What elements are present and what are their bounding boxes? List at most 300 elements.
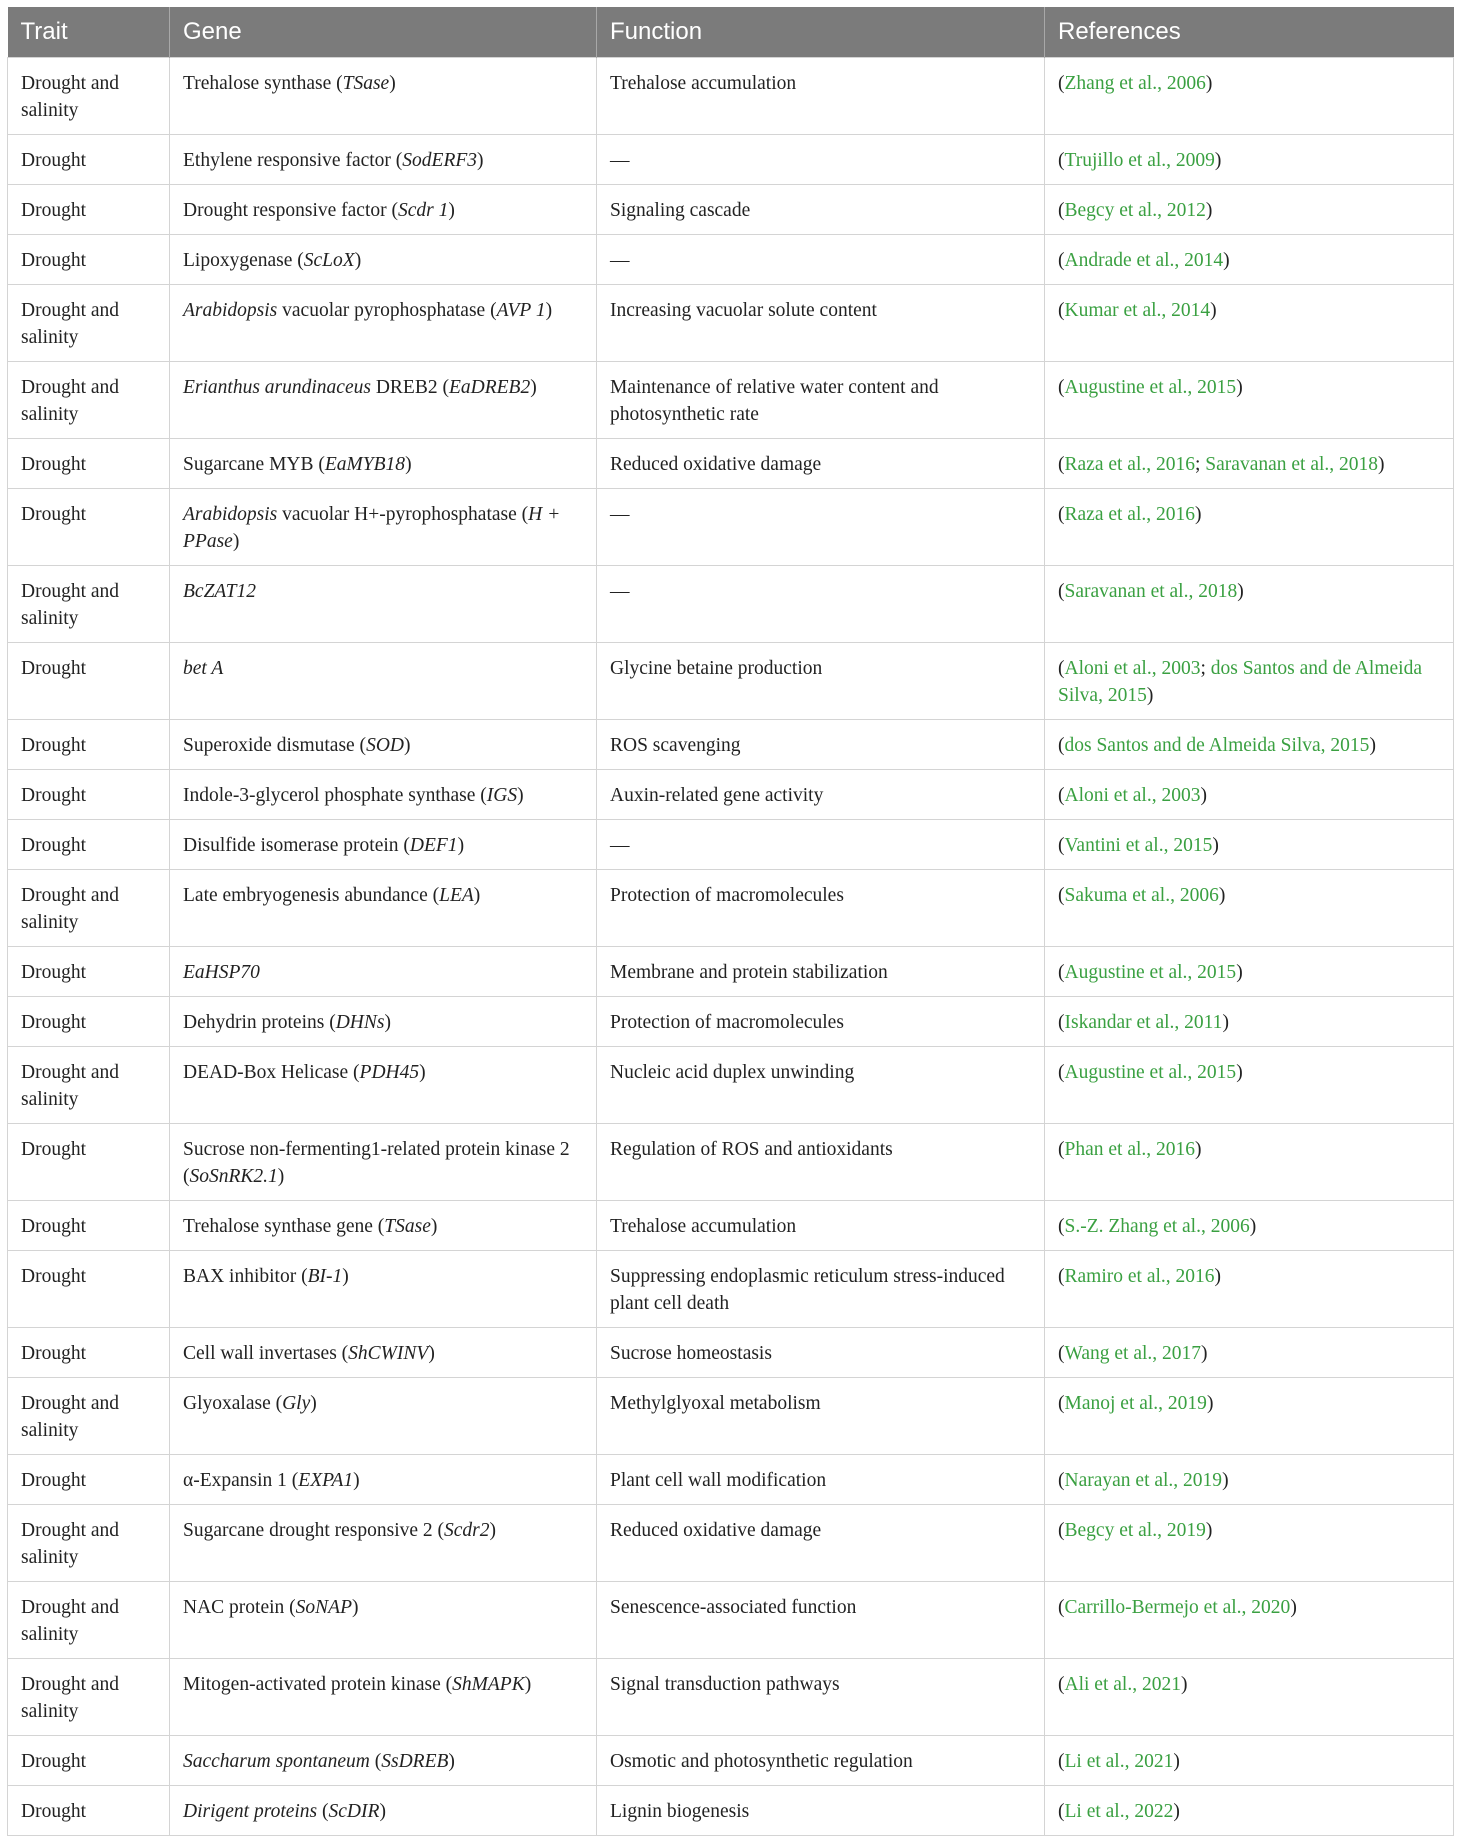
gene-italic: LEA — [439, 885, 474, 906]
table-row — [8, 1047, 1454, 1124]
gene-text: Drought responsive factor ( — [183, 200, 398, 221]
gene-text: DEAD-Box Helicase ( — [183, 1062, 360, 1083]
gene-cell — [170, 489, 597, 566]
trait-cell: Drought — [8, 770, 170, 820]
open-paren: ( — [1058, 1520, 1065, 1541]
gene-text: ( — [317, 1801, 329, 1822]
trait-cell: Drought and salinity — [8, 566, 170, 643]
reference-cell — [1045, 1786, 1454, 1836]
close-paren: ) — [1369, 735, 1376, 756]
gene-cell — [170, 1455, 597, 1505]
gene-text: ) — [530, 377, 537, 398]
gene-italic: Arabidopsis — [183, 504, 278, 525]
table-row — [8, 489, 1454, 566]
reference-link[interactable]: Trujillo et al., 2009 — [1064, 150, 1215, 171]
gene-text: ) — [310, 1393, 317, 1414]
gene-text: ) — [403, 735, 411, 756]
table-row — [8, 1378, 1454, 1455]
table-row — [8, 1786, 1454, 1836]
function-cell: Signal transduction pathways — [597, 1659, 1045, 1736]
gene-text: ) — [379, 1801, 386, 1822]
gene-text: ) — [489, 1520, 497, 1541]
open-paren: ( — [1058, 300, 1065, 321]
reference-cell — [1045, 1251, 1454, 1328]
trait-cell: Drought — [8, 1251, 170, 1328]
gene-italic: ShCWINV — [348, 1343, 429, 1364]
function-cell: Reduced oxidative damage — [597, 439, 1045, 489]
reference-cell — [1045, 58, 1454, 135]
function-cell: Reduced oxidative damage — [597, 1505, 1045, 1582]
gene-text: Sucrose non-fermenting1-related protein kinase 2 ( — [183, 1139, 570, 1187]
reference-cell — [1045, 770, 1454, 820]
open-paren: ( — [1058, 1393, 1065, 1414]
table-row — [8, 135, 1454, 185]
close-paren: ) — [1205, 200, 1213, 221]
reference-cell — [1045, 235, 1454, 285]
reference-cell — [1045, 1455, 1454, 1505]
gene-cell — [170, 1328, 597, 1378]
gene-italic: bet A — [183, 658, 224, 679]
gene-text: Trehalose synthase ( — [183, 73, 343, 94]
reference-link[interactable]: Raza et al., 2016 — [1064, 504, 1195, 525]
open-paren: ( — [1058, 1012, 1065, 1033]
reference-cell — [1045, 489, 1454, 566]
gene-cell — [170, 566, 597, 643]
function-cell: — — [597, 235, 1045, 285]
gene-text: ) — [384, 1012, 391, 1033]
close-paren: ) — [1236, 962, 1243, 983]
function-cell: Trehalose accumulation — [597, 58, 1045, 135]
gene-text: ) — [354, 250, 362, 271]
reference-link[interactable]: Augustine et al., 2015 — [1064, 962, 1237, 983]
open-paren: ( — [1058, 962, 1065, 983]
gene-text: ) — [448, 1751, 455, 1772]
open-paren: ( — [1058, 785, 1065, 806]
gene-italic: BI-1 — [307, 1266, 343, 1287]
close-paren: ) — [1210, 300, 1217, 321]
gene-italic: H + PPase — [183, 504, 561, 552]
open-paren: ( — [1058, 1801, 1065, 1822]
reference-link[interactable]: Ali et al., 2021 — [1064, 1674, 1181, 1695]
gene-cell — [170, 135, 597, 185]
table-row — [8, 770, 1454, 820]
function-cell: Increasing vacuolar solute content — [597, 285, 1045, 362]
table-body — [8, 58, 1454, 1836]
trait-cell: Drought and salinity — [8, 1582, 170, 1659]
table-row — [8, 643, 1454, 720]
gene-cell — [170, 1201, 597, 1251]
gene-italic: Scdr2 — [444, 1520, 490, 1541]
gene-text: vacuolar pyrophosphatase ( — [277, 300, 497, 321]
gene-text: ) — [524, 1674, 532, 1695]
reference-link[interactable]: Zhang et al., 2006 — [1064, 73, 1206, 94]
reference-cell — [1045, 720, 1454, 770]
gene-italic: EXPA1 — [298, 1470, 354, 1491]
close-paren: ) — [1236, 377, 1243, 398]
reference-link[interactable]: dos Santos and de Almeida Silva, 2015 — [1064, 735, 1370, 756]
reference-link[interactable]: Phan et al., 2016 — [1064, 1139, 1196, 1160]
gene-text: Lipoxygenase ( — [183, 250, 304, 271]
gene-text: Cell wall invertases ( — [183, 1343, 349, 1364]
table-row — [8, 720, 1454, 770]
gene-text: ) — [277, 1166, 285, 1187]
function-cell: Nucleic acid duplex unwinding — [597, 1047, 1045, 1124]
trait-cell: Drought — [8, 489, 170, 566]
reference-cell — [1045, 566, 1454, 643]
open-paren: ( — [1058, 581, 1065, 602]
gene-italic: DHNs — [335, 1012, 385, 1033]
gene-text: Mitogen-activated protein kinase ( — [183, 1674, 453, 1695]
open-paren: ( — [1058, 150, 1065, 171]
gene-cell — [170, 643, 597, 720]
table-row — [8, 870, 1454, 947]
reference-cell — [1045, 362, 1454, 439]
reference-cell — [1045, 1736, 1454, 1786]
gene-italic: ScLoX — [303, 250, 355, 271]
gene-italic: Erianthus arundinaceus — [183, 377, 371, 398]
function-cell: Signaling cascade — [597, 185, 1045, 235]
table-row — [8, 235, 1454, 285]
gene-cell — [170, 285, 597, 362]
reference-link[interactable]: Iskandar et al., 2011 — [1064, 1012, 1223, 1033]
function-cell: — — [597, 820, 1045, 870]
gene-text: DREB2 ( — [370, 377, 449, 398]
table-row — [8, 820, 1454, 870]
header-function: Function — [597, 7, 1045, 58]
reference-link[interactable]: Saravanan et al., 2018 — [1064, 581, 1238, 602]
gene-text: ( — [369, 1751, 382, 1772]
close-paren: ) — [1173, 1801, 1180, 1822]
gene-italic: Arabidopsis — [183, 300, 278, 321]
table-row — [8, 439, 1454, 489]
close-paren: ) — [1214, 150, 1222, 171]
function-cell: — — [597, 135, 1045, 185]
trait-cell: Drought — [8, 1455, 170, 1505]
reference-link[interactable]: Li et al., 2022 — [1064, 1801, 1174, 1822]
reference-link[interactable]: Begcy et al., 2019 — [1064, 1520, 1206, 1541]
reference-link[interactable]: Augustine et al., 2015 — [1064, 377, 1237, 398]
gene-text: Glyoxalase ( — [183, 1393, 283, 1414]
gene-italic: Dirigent proteins — [183, 1801, 318, 1822]
reference-link[interactable]: Manoj et al., 2019 — [1064, 1393, 1207, 1414]
function-cell: Glycine betaine production — [597, 643, 1045, 720]
reference-link[interactable]: Raza et al., 2016 — [1064, 454, 1195, 475]
table-header-row — [8, 7, 1454, 58]
gene-cell — [170, 1378, 597, 1455]
trait-cell: Drought — [8, 643, 170, 720]
gene-cell — [170, 770, 597, 820]
gene-text: Ethylene responsive factor ( — [183, 150, 403, 171]
gene-text: NAC protein ( — [183, 1597, 296, 1618]
trait-cell: Drought and salinity — [8, 362, 170, 439]
table-row — [8, 1251, 1454, 1328]
gene-cell — [170, 997, 597, 1047]
reference-separator: ; — [1195, 454, 1206, 475]
reference-cell — [1045, 439, 1454, 489]
reference-cell — [1045, 947, 1454, 997]
close-paren: ) — [1206, 1393, 1214, 1414]
trait-cell: Drought and salinity — [8, 285, 170, 362]
open-paren: ( — [1058, 504, 1065, 525]
gene-italic: Scdr 1 — [397, 200, 449, 221]
function-cell: Methylglyoxal metabolism — [597, 1378, 1045, 1455]
close-paren: ) — [1290, 1597, 1297, 1618]
reference-cell — [1045, 1378, 1454, 1455]
reference-link[interactable]: Ramiro et al., 2016 — [1064, 1266, 1215, 1287]
gene-text: ) — [545, 300, 553, 321]
open-paren: ( — [1058, 1674, 1065, 1695]
reference-link[interactable]: Begcy et al., 2012 — [1064, 200, 1206, 221]
gene-cell — [170, 820, 597, 870]
gene-text: Sugarcane drought responsive 2 ( — [183, 1520, 445, 1541]
reference-cell — [1045, 870, 1454, 947]
table-row — [8, 947, 1454, 997]
close-paren: ) — [1223, 250, 1230, 271]
gene-italic: TSase — [384, 1216, 431, 1237]
function-cell: — — [597, 489, 1045, 566]
gene-cell — [170, 1786, 597, 1836]
reference-link[interactable]: Aloni et al., 2003 — [1064, 658, 1201, 679]
function-cell: Senescence-associated function — [597, 1582, 1045, 1659]
trait-cell: Drought — [8, 135, 170, 185]
gene-text: Sugarcane MYB ( — [183, 454, 325, 475]
gene-cell — [170, 720, 597, 770]
table-row — [8, 1201, 1454, 1251]
open-paren: ( — [1058, 1343, 1065, 1364]
trait-cell: Drought and salinity — [8, 870, 170, 947]
gene-cell — [170, 947, 597, 997]
gene-text: Late embryogenesis abundance ( — [183, 885, 440, 906]
reference-link[interactable]: dos Santos and de Almeida Silva, 2015 — [1058, 658, 1422, 706]
reference-link[interactable]: Wang et al., 2017 — [1064, 1343, 1202, 1364]
gene-italic: EaDREB2 — [448, 377, 531, 398]
trait-cell: Drought — [8, 820, 170, 870]
gene-text: ) — [457, 835, 465, 856]
gene-text: ) — [389, 73, 396, 94]
gene-text: ) — [405, 454, 412, 475]
close-paren: ) — [1212, 835, 1219, 856]
close-paren: ) — [1237, 581, 1244, 602]
gene-cell — [170, 362, 597, 439]
trait-cell: Drought — [8, 1201, 170, 1251]
reference-link[interactable]: Sakuma et al., 2006 — [1064, 885, 1219, 906]
table-row — [8, 1659, 1454, 1736]
close-paren: ) — [1378, 454, 1385, 475]
open-paren: ( — [1058, 250, 1065, 271]
table-row — [8, 1124, 1454, 1201]
function-cell: Maintenance of relative water content and photosynthetic rate — [597, 362, 1045, 439]
reference-cell — [1045, 1505, 1454, 1582]
close-paren: ) — [1218, 885, 1226, 906]
trait-cell: Drought and salinity — [8, 1659, 170, 1736]
gene-cell — [170, 1505, 597, 1582]
gene-text: Trehalose synthase gene ( — [183, 1216, 385, 1237]
open-paren: ( — [1058, 454, 1065, 475]
function-cell: Membrane and protein stabilization — [597, 947, 1045, 997]
gene-cell — [170, 1251, 597, 1328]
open-paren: ( — [1058, 200, 1065, 221]
open-paren: ( — [1058, 735, 1065, 756]
gene-cell — [170, 1124, 597, 1201]
gene-italic: SodERF3 — [402, 150, 478, 171]
table-row — [8, 1505, 1454, 1582]
close-paren: ) — [1195, 504, 1202, 525]
reference-cell — [1045, 1582, 1454, 1659]
table-row — [8, 1328, 1454, 1378]
close-paren: ) — [1222, 1470, 1229, 1491]
open-paren: ( — [1058, 1062, 1065, 1083]
gene-text: vacuolar H+-pyrophosphatase ( — [277, 504, 529, 525]
gene-text: ) — [448, 200, 455, 221]
gene-italic: ScDIR — [328, 1801, 380, 1822]
reference-cell — [1045, 1328, 1454, 1378]
open-paren: ( — [1058, 658, 1065, 679]
table-row — [8, 1455, 1454, 1505]
gene-text: Indole-3-glycerol phosphate synthase ( — [183, 785, 487, 806]
gene-cell — [170, 870, 597, 947]
close-paren: ) — [1205, 1520, 1213, 1541]
gene-cell — [170, 1736, 597, 1786]
gene-text: ) — [477, 150, 484, 171]
table-row — [8, 58, 1454, 135]
table-row — [8, 362, 1454, 439]
reference-cell — [1045, 1659, 1454, 1736]
gene-italic: SoSnRK2.1 — [189, 1166, 278, 1187]
gene-cell — [170, 58, 597, 135]
gene-cell — [170, 1047, 597, 1124]
table-row — [8, 285, 1454, 362]
close-paren: ) — [1180, 1674, 1188, 1695]
reference-separator: ; — [1200, 658, 1211, 679]
open-paren: ( — [1058, 377, 1065, 398]
close-paren: ) — [1173, 1751, 1180, 1772]
open-paren: ( — [1058, 1216, 1065, 1237]
close-paren: ) — [1222, 1012, 1229, 1033]
close-paren: ) — [1236, 1062, 1243, 1083]
open-paren: ( — [1058, 1139, 1065, 1160]
close-paren: ) — [1214, 1266, 1222, 1287]
gene-italic: SsDREB — [381, 1751, 449, 1772]
trait-cell: Drought and salinity — [8, 1378, 170, 1455]
trait-cell: Drought — [8, 720, 170, 770]
reference-link[interactable]: Carrillo-Bermejo et al., 2020 — [1064, 1597, 1291, 1618]
close-paren: ) — [1146, 685, 1154, 706]
gene-text: Disulfide isomerase protein ( — [183, 835, 410, 856]
trait-cell: Drought and salinity — [8, 58, 170, 135]
table-row — [8, 1582, 1454, 1659]
gene-italic: ShMAPK — [452, 1674, 525, 1695]
trait-cell: Drought — [8, 1124, 170, 1201]
function-cell: Lignin biogenesis — [597, 1786, 1045, 1836]
gene-italic: EaHSP70 — [183, 962, 260, 983]
reference-cell — [1045, 185, 1454, 235]
reference-cell — [1045, 1201, 1454, 1251]
function-cell: Trehalose accumulation — [597, 1201, 1045, 1251]
gene-italic: DEF1 — [409, 835, 458, 856]
reference-cell — [1045, 820, 1454, 870]
open-paren: ( — [1058, 1597, 1065, 1618]
gene-italic: IGS — [486, 785, 518, 806]
gene-text: ) — [430, 1216, 438, 1237]
gene-text: Dehydrin proteins ( — [183, 1012, 336, 1033]
close-paren: ) — [1200, 785, 1207, 806]
trait-cell: Drought — [8, 185, 170, 235]
function-cell: ROS scavenging — [597, 720, 1045, 770]
function-cell: Sucrose homeostasis — [597, 1328, 1045, 1378]
reference-link[interactable]: Vantini et al., 2015 — [1064, 835, 1213, 856]
gene-text: ) — [342, 1266, 349, 1287]
reference-link[interactable]: Narayan et al., 2019 — [1064, 1470, 1223, 1491]
function-cell: Auxin-related gene activity — [597, 770, 1045, 820]
reference-link[interactable]: Andrade et al., 2014 — [1064, 250, 1224, 271]
header-gene: Gene — [170, 7, 597, 58]
table-row — [8, 1736, 1454, 1786]
open-paren: ( — [1058, 885, 1065, 906]
gene-italic: BcZAT12 — [183, 581, 256, 602]
gene-cell — [170, 439, 597, 489]
trait-cell: Drought — [8, 997, 170, 1047]
gene-cell — [170, 235, 597, 285]
table-row — [8, 997, 1454, 1047]
function-cell: Regulation of ROS and antioxidants — [597, 1124, 1045, 1201]
gene-text: Superoxide dismutase ( — [183, 735, 367, 756]
gene-italic: PDH45 — [359, 1062, 420, 1083]
trait-cell: Drought — [8, 1786, 170, 1836]
gene-text: ) — [473, 885, 481, 906]
reference-link[interactable]: Saravanan et al., 2018 — [1205, 454, 1379, 475]
gene-text: ) — [352, 1597, 359, 1618]
open-paren: ( — [1058, 1751, 1065, 1772]
gene-text: α-Expansin 1 ( — [183, 1470, 299, 1491]
gene-text: BAX inhibitor ( — [183, 1266, 308, 1287]
header-references: References — [1045, 7, 1454, 58]
trait-cell: Drought — [8, 947, 170, 997]
close-paren: ) — [1195, 1139, 1202, 1160]
gene-italic: TSase — [342, 73, 390, 94]
function-cell: Suppressing endoplasmic reticulum stress-induced plant cell death — [597, 1251, 1045, 1328]
gene-italic: Gly — [282, 1393, 311, 1414]
trait-cell: Drought — [8, 235, 170, 285]
function-cell: Osmotic and photosynthetic regulation — [597, 1736, 1045, 1786]
gene-italic: AVP 1 — [496, 300, 546, 321]
gene-text: ) — [428, 1343, 435, 1364]
trait-cell: Drought — [8, 1736, 170, 1786]
gene-italic: SoNAP — [295, 1597, 352, 1618]
reference-link[interactable]: S.-Z. Zhang et al., 2006 — [1064, 1216, 1250, 1237]
gene-text: ) — [517, 785, 524, 806]
gene-italic: Saccharum spontaneum — [183, 1751, 370, 1772]
gene-table-container — [7, 7, 1453, 1836]
open-paren: ( — [1058, 1470, 1065, 1491]
reference-link[interactable]: Li et al., 2021 — [1064, 1751, 1174, 1772]
trait-cell: Drought and salinity — [8, 1505, 170, 1582]
trait-cell: Drought — [8, 439, 170, 489]
reference-cell — [1045, 1124, 1454, 1201]
close-paren: ) — [1249, 1216, 1257, 1237]
open-paren: ( — [1058, 73, 1065, 94]
reference-link[interactable]: Aloni et al., 2003 — [1064, 785, 1201, 806]
function-cell: Protection of macromolecules — [597, 870, 1045, 947]
reference-link[interactable]: Augustine et al., 2015 — [1064, 1062, 1237, 1083]
gene-italic: SOD — [366, 735, 404, 756]
open-paren: ( — [1058, 835, 1065, 856]
trait-cell: Drought and salinity — [8, 1047, 170, 1124]
function-cell: Protection of macromolecules — [597, 997, 1045, 1047]
gene-text: ) — [232, 531, 240, 552]
gene-table — [7, 7, 1454, 1836]
reference-cell — [1045, 997, 1454, 1047]
reference-link[interactable]: Kumar et al., 2014 — [1064, 300, 1211, 321]
